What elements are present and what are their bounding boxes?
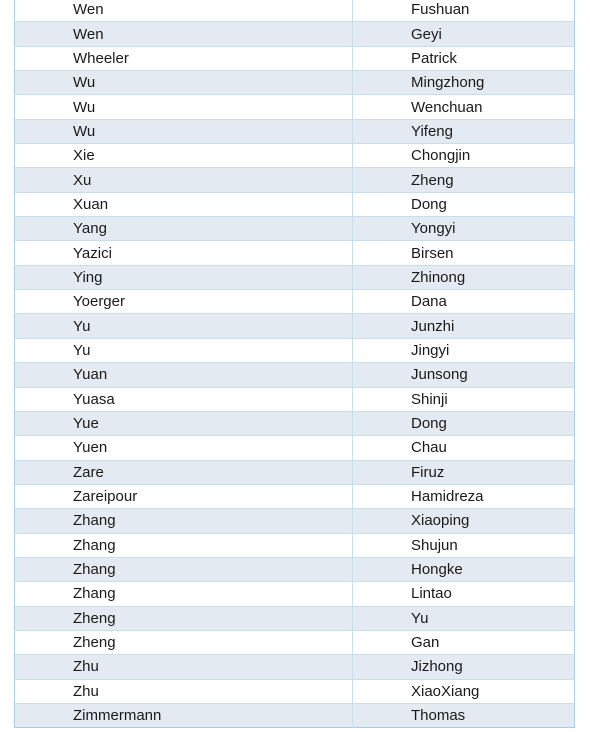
last-name-cell: Yoerger (15, 290, 353, 314)
last-name-cell: Yuasa (15, 387, 353, 411)
table-row (15, 217, 575, 241)
table-row (15, 290, 575, 314)
last-name-cell: Xie (15, 144, 353, 168)
table-row (15, 314, 575, 338)
table-body (15, 0, 575, 728)
table-row (15, 22, 575, 46)
first-name-cell: Thomas (353, 703, 575, 727)
first-name-cell: XiaoXiang (353, 679, 575, 703)
table-row (15, 0, 575, 22)
last-name-cell: Yuan (15, 363, 353, 387)
last-name-cell: Yu (15, 338, 353, 362)
first-name-cell: Dong (353, 192, 575, 216)
table-row (15, 655, 575, 679)
table-row (15, 460, 575, 484)
first-name-cell: Yifeng (353, 119, 575, 143)
first-name-cell: Junsong (353, 363, 575, 387)
table-row (15, 192, 575, 216)
first-name-cell: Gan (353, 630, 575, 654)
table-row (15, 168, 575, 192)
name-table (14, 0, 575, 728)
table-row (15, 338, 575, 362)
last-name-cell: Wu (15, 71, 353, 95)
first-name-cell: Shujun (353, 533, 575, 557)
last-name-cell: Zhang (15, 557, 353, 581)
table-row (15, 484, 575, 508)
first-name-cell: Chongjin (353, 144, 575, 168)
first-name-cell: Shinji (353, 387, 575, 411)
last-name-cell: Wen (15, 0, 353, 22)
table-row (15, 630, 575, 654)
table-row (15, 363, 575, 387)
last-name-cell: Zhu (15, 679, 353, 703)
last-name-cell: Ying (15, 265, 353, 289)
first-name-cell: Patrick (353, 46, 575, 70)
table-row (15, 582, 575, 606)
first-name-cell: Mingzhong (353, 71, 575, 95)
table-row (15, 95, 575, 119)
first-name-cell: Birsen (353, 241, 575, 265)
last-name-cell: Wu (15, 95, 353, 119)
first-name-cell: Lintao (353, 582, 575, 606)
first-name-cell: Yu (353, 606, 575, 630)
table-row (15, 71, 575, 95)
first-name-cell: Hongke (353, 557, 575, 581)
first-name-cell: Zhinong (353, 265, 575, 289)
last-name-cell: Yue (15, 411, 353, 435)
last-name-cell: Zhang (15, 509, 353, 533)
last-name-cell: Zimmermann (15, 703, 353, 727)
first-name-cell: Xiaoping (353, 509, 575, 533)
last-name-cell: Yuen (15, 436, 353, 460)
table-row (15, 436, 575, 460)
first-name-cell: Dong (353, 411, 575, 435)
last-name-cell: Zareipour (15, 484, 353, 508)
table-row (15, 509, 575, 533)
table-row (15, 703, 575, 727)
last-name-cell: Zheng (15, 630, 353, 654)
last-name-cell: Yazici (15, 241, 353, 265)
last-name-cell: Zhang (15, 533, 353, 557)
last-name-cell: Wheeler (15, 46, 353, 70)
last-name-cell: Zheng (15, 606, 353, 630)
first-name-cell: Dana (353, 290, 575, 314)
table-row (15, 557, 575, 581)
last-name-cell: Zhang (15, 582, 353, 606)
first-name-cell: Hamidreza (353, 484, 575, 508)
last-name-cell: Yang (15, 217, 353, 241)
table-row (15, 387, 575, 411)
table-row (15, 46, 575, 70)
last-name-cell: Xuan (15, 192, 353, 216)
last-name-cell: Zare (15, 460, 353, 484)
table-row (15, 533, 575, 557)
table-row (15, 144, 575, 168)
table-row (15, 241, 575, 265)
last-name-cell: Wu (15, 119, 353, 143)
first-name-cell: Firuz (353, 460, 575, 484)
last-name-cell: Wen (15, 22, 353, 46)
first-name-cell: Wenchuan (353, 95, 575, 119)
first-name-cell: Jingyi (353, 338, 575, 362)
first-name-cell: Yongyi (353, 217, 575, 241)
table-row (15, 679, 575, 703)
table-row (15, 119, 575, 143)
first-name-cell: Zheng (353, 168, 575, 192)
last-name-cell: Yu (15, 314, 353, 338)
first-name-cell: Geyi (353, 22, 575, 46)
table-row (15, 265, 575, 289)
last-name-cell: Xu (15, 168, 353, 192)
table-row (15, 411, 575, 435)
last-name-cell: Zhu (15, 655, 353, 679)
first-name-cell: Fushuan (411, 1, 470, 19)
first-name-cell: Chau (353, 436, 575, 460)
first-name-cell: Jizhong (353, 655, 575, 679)
table-row (15, 606, 575, 630)
first-name-cell: Junzhi (353, 314, 575, 338)
